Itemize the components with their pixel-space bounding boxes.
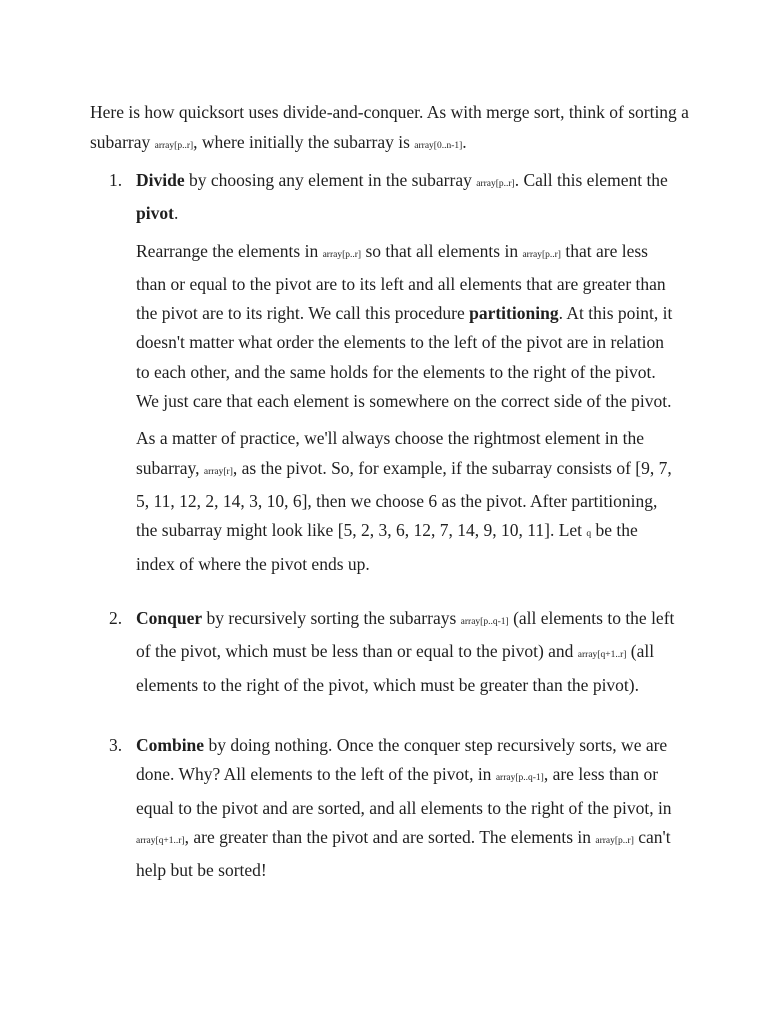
- bold-term: pivot: [136, 203, 174, 224]
- inline-code: array[p..q-1]: [495, 773, 544, 784]
- step-term: Divide: [136, 170, 185, 190]
- step-term: Combine: [136, 735, 205, 755]
- step-paragraph: Rearrange the elements in array[p..r] so that all elements in array[p..r] that are less than or equal to the pivot are to its left and all elements that are greater than the pivot are to its right. We call this procedure partitioning. At this point, it doesn't matter what order the elements to the left of the pivot are in relation to each other, and the same holds for the elements to the right of the pivot. We just care that each element is somewhere on the correct side of the pivot.: [136, 240, 673, 412]
- inline-code: q: [586, 529, 592, 540]
- inline-code: array[p..r]: [154, 140, 194, 151]
- intro-text: .: [462, 131, 467, 152]
- intro-text: Here is how quicksort uses divide-and-conquer. As with merge sort, think of sorting a subarray: [90, 102, 689, 152]
- step-number: 1.: [109, 170, 123, 190]
- step-conquer: [109, 604, 681, 700]
- inline-code: array[q+1..r]: [577, 650, 627, 661]
- step-number: 2.: [109, 608, 123, 628]
- step-paragraph: As a matter of practice, we'll always choose the rightmost element in the subarray, array[r], as the pivot. So, for example, if the subarray consists of [9, 7, 5, 11, 12, 2, 14, 3, 10, 6], then we choose 6 as the pivot. After partitioning, the subarray might look like [5, 2, 3, 6, 12, 7, 14, 9, 10, 11]. Let q be the index of where the pivot ends up.: [136, 428, 672, 574]
- inline-code: array[p..r]: [476, 179, 515, 189]
- inline-code: array[p..r]: [322, 249, 362, 260]
- step-term: Conquer: [136, 608, 203, 628]
- intro-text: , where initially the subarray is: [193, 131, 415, 152]
- inline-code: array[q+1..r]: [136, 835, 185, 846]
- inline-code: array[p..r]: [595, 835, 634, 846]
- inline-code: array[r]: [203, 466, 233, 477]
- step-number: 3.: [109, 735, 123, 755]
- bold-term: partitioning: [469, 303, 559, 324]
- step-paragraph: Conquer by recursively sorting the subarrays array[p..q-1] (all elements to the left of the pivot, which must be less than or equal to the pivot) and array[q+1..r] (all elements to the right of the pivot, which must be greater than the pivot).: [136, 608, 675, 695]
- step-combine: [109, 731, 681, 885]
- step-paragraph: Divide by choosing any element in the subarray array[p..r]. Call this element the pivot.: [136, 170, 668, 224]
- inline-code: array[p..q-1]: [460, 617, 509, 627]
- step-paragraph: Combine by doing nothing. Once the conquer step recursively sorts, we are done. Why? All elements to the left of the pivot, in array[p..q-1], are less than or equal to the pivot and are sorted, and all elements to the right of the pivot, in array[q+1..r], are greater than the pivot and are sorted. The elements in array[p..r] can't help but be sorted!: [136, 735, 672, 881]
- inline-code: array[0..n-1]: [414, 140, 463, 151]
- inline-code: array[p..r]: [522, 249, 561, 260]
- step-divide: [109, 166, 681, 579]
- intro-paragraph: [90, 98, 690, 161]
